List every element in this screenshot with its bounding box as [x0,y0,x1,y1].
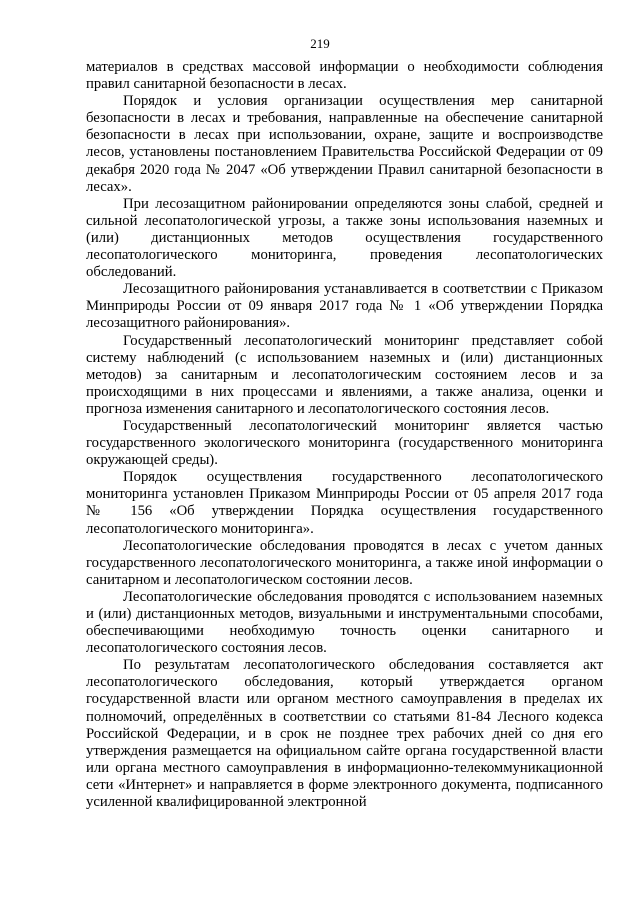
paragraph-6: Государственный лесопатологический мониторинг является частью государственного экологического мониторинга (государственного мониторинга окружающей среды). [86,417,603,469]
page-number: 219 [310,36,330,51]
paragraph-1: материалов в средствах массовой информации о необходимости соблюдения правил санитарной безопасности в лесах. [86,59,603,93]
paragraph-7: Порядок осуществления государственного лесопатологического мониторинга установлен Приказом Минприроды России от 05 апреля 2017 года № 156 «Об утверждении Порядка осуществления государственного лесопатологического мониторинга». [86,469,603,537]
paragraph-2: Порядок и условия организации осуществления мер санитарной безопасности в лесах и требования, направленные на обеспечение санитарной безопасности в лесах при использовании, охране, защите и воспроизводстве лесов, установлены постановлением Правительства Российской Федерации от 09 декабря 2020 года № 2047 «Об утверждении Правил санитарной безопасности в лесах». [86,93,603,195]
paragraph-5: Государственный лесопатологический мониторинг представляет собой систему наблюдений (с использованием наземных и (или) дистанционных методов) за санитарным и лесопатологическим состоянием лесов и за происходящими в них процессами и явлениями, а также анализа, оценки и прогноза изменения санитарного и лесопатологического состояния лесов. [86,332,603,417]
paragraph-9: Лесопатологические обследования проводятся с использованием наземных и (или) дистанционных методов, визуальными и инструментальными способами, обеспечивающими необходимую точность оценки санитарного и лесопатологического состояния лесов. [86,588,603,657]
paragraph-3: При лесозащитном районировании определяются зоны слабой, средней и сильной лесопатологической угрозы, а также зоны использования наземных и (или) дистанционных методов осуществления государственного лесопатологического мониторинга, проведения лесопатологических обследований. [86,195,603,281]
paragraph-8: Лесопатологические обследования проводятся в лесах с учетом данных государственного лесопатологического мониторинга, а также иной информации о санитарном и лесопатологическом состоянии лесов. [86,537,603,588]
document-body [86,59,603,811]
paragraph-10: По результатам лесопатологического обследования составляется акт лесопатологического обследования, который утверждается органом государственной власти или органом местного самоуправления в пределах их полномочий, определённых в соответствии со статьями 81-84 Лесного кодекса Российской Федерации, и в срок не позднее трех рабочих дней со дня его утверждения размещается на официальном сайте органа государственной власти или органа местного самоуправления в информационно-телекоммуникационной сети «Интернет» и направляется в форме электронного документа, подписанного усиленной квалифицированной электронной [86,657,603,811]
paragraph-4: Лесозащитного районирования устанавливается в соответствии с Приказом Минприроды России от 09 января 2017 года № 1 «Об утверждении Порядка лесозащитного районирования». [86,281,603,332]
